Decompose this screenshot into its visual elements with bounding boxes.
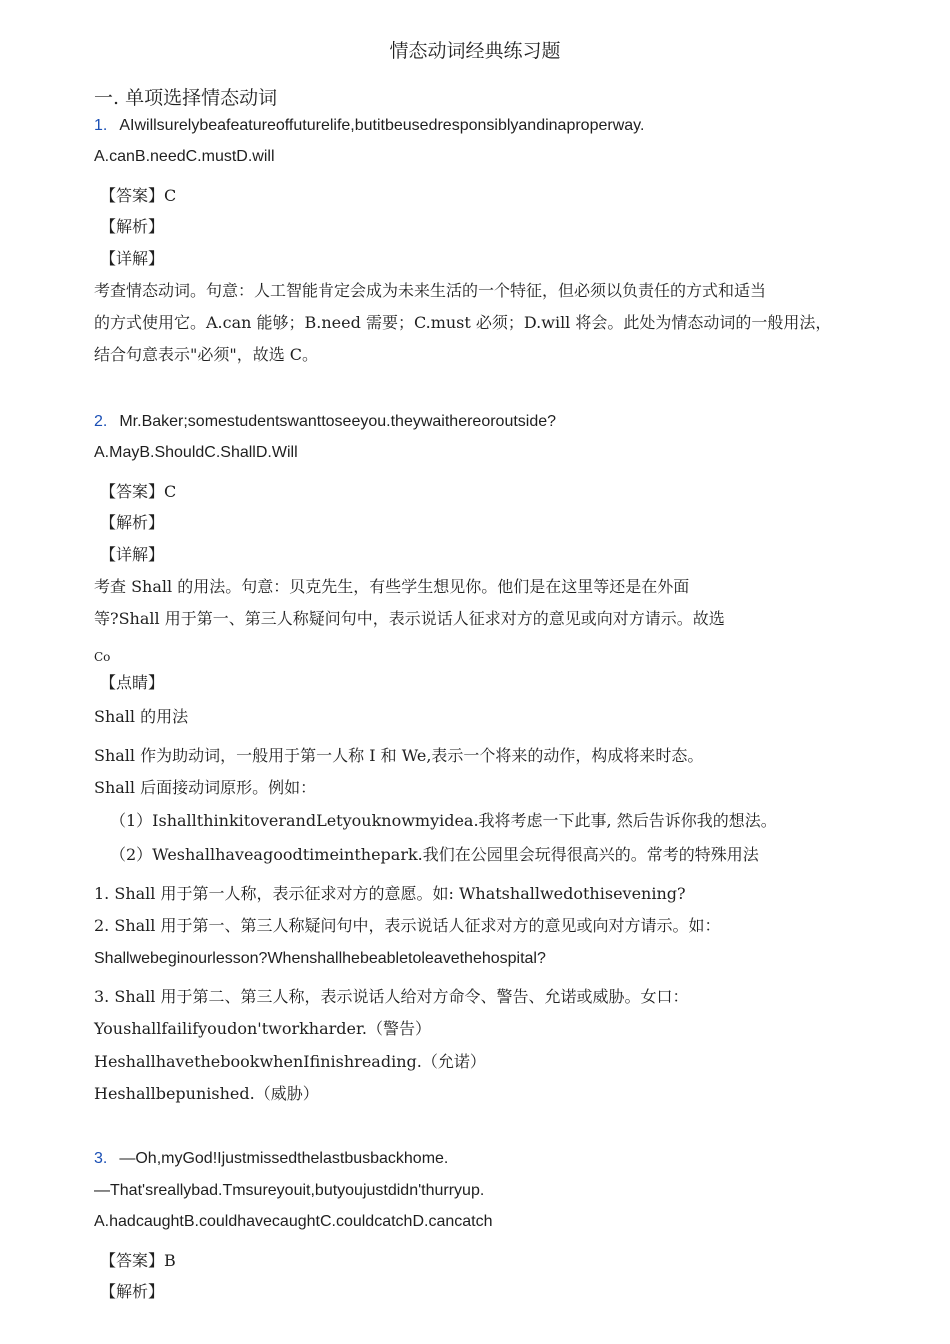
question-text: Mr.Baker;somestudentswanttoseeyou.theywaithereoroutside? — [119, 413, 557, 430]
question-2-stem — [94, 412, 556, 432]
analysis-label: 【解析】 — [100, 1282, 165, 1301]
usage-example: Heshallbepunished.（威胁） — [94, 1084, 319, 1103]
usage-item: 2. Shall 用于第一、第三人称疑问句中，表示说话人征求对方的意见或向对方请示。如： — [94, 916, 721, 935]
question-number: 1. — [94, 117, 108, 134]
question-3-stem — [94, 1149, 448, 1169]
usage-item: Shallwebeginourlesson?Whenshallhebeabletoleavethehospital? — [94, 950, 546, 967]
detail-label: 【详解】 — [100, 545, 165, 564]
key-point-label: 【点睛】 — [100, 673, 165, 692]
document-title: 情态动词经典练习题 — [389, 40, 561, 62]
usage-item: 1. Shall 用于第一人称，表示征求对方的意愿。如: Whatshallwedothisevening? — [94, 884, 686, 903]
notes-heading: Shall 的用法 — [94, 707, 189, 726]
answer-label: 【答案】C — [100, 186, 177, 205]
answer-label: 【答案】B — [100, 1251, 176, 1270]
explanation-line: 考查 Shall 的用法。句意：贝克先生，有些学生想见你。他们是在这里等还是在外面 — [94, 577, 690, 596]
explanation-line: Co — [94, 650, 111, 664]
question-number: 2. — [94, 413, 108, 430]
question-text: AIwillsurelybeafeatureoffuturelife,butitbeusedresponsiblyandinaproperway. — [119, 117, 645, 134]
explanation-line: 的方式使用它。A.can 能够；B.need 需要；C.must 必须；D.will 将会。此处为情态动词的一般用法， — [94, 313, 832, 332]
explanation-line: 结合句意表示"必须"，故选 C。 — [94, 345, 319, 364]
notes-paragraph: Shall 后面接动词原形。例如： — [94, 778, 317, 797]
explanation-line: 考查情态动词。句意：人工智能肯定会成为未来生活的一个特征，但必须以负责任的方式和适当 — [94, 281, 767, 300]
notes-example: （2）Weshallhaveagoodtimeinthepark.我们在公园里会玩得很高兴的。常考的特殊用法 — [110, 845, 759, 864]
explanation-line: 等?Shall 用于第一、第三人称疑问句中，表示说话人征求对方的意见或向对方请示。故选 — [94, 609, 725, 628]
question-2-options: A.MayB.ShouldC.ShallD.Will — [94, 444, 298, 461]
detail-label: 【详解】 — [100, 249, 165, 268]
question-3-stem-2: —That'sreallybad.Tmsureyouit,butyoujustdidn'thurryup. — [94, 1182, 485, 1199]
usage-example: HeshallhavethebookwhenIfinishreading.（允诺） — [94, 1052, 486, 1071]
question-3-options: A.hadcaughtB.couldhavecaughtC.couldcatchD.cancatch — [94, 1213, 493, 1230]
usage-item: 3. Shall 用于第二、第三人称，表示说话人给对方命令、警告、允诺或威胁。女口： — [94, 987, 689, 1006]
analysis-label: 【解析】 — [100, 217, 165, 236]
answer-label: 【答案】C — [100, 482, 177, 501]
question-1-options: A.canB.needC.mustD.will — [94, 148, 275, 165]
usage-example: Youshallfailifyoudon'tworkharder.（警告） — [94, 1019, 431, 1038]
analysis-label: 【解析】 — [100, 513, 165, 532]
question-1-stem — [94, 116, 644, 136]
question-text: —Oh,myGod!Ijustmissedthelastbusbackhome. — [119, 1150, 449, 1167]
notes-paragraph: Shall 作为助动词，一般用于第一人称 I 和 We,表示一个将来的动作，构成将来时态。 — [94, 746, 704, 765]
question-number: 3. — [94, 1150, 108, 1167]
section-heading: 一. 单项选择情态动词 — [94, 87, 278, 109]
notes-example: （1）IshallthinkitoverandLetyouknowmyidea.我将考虑一下此事, 然后告诉你我的想法。 — [110, 811, 777, 830]
